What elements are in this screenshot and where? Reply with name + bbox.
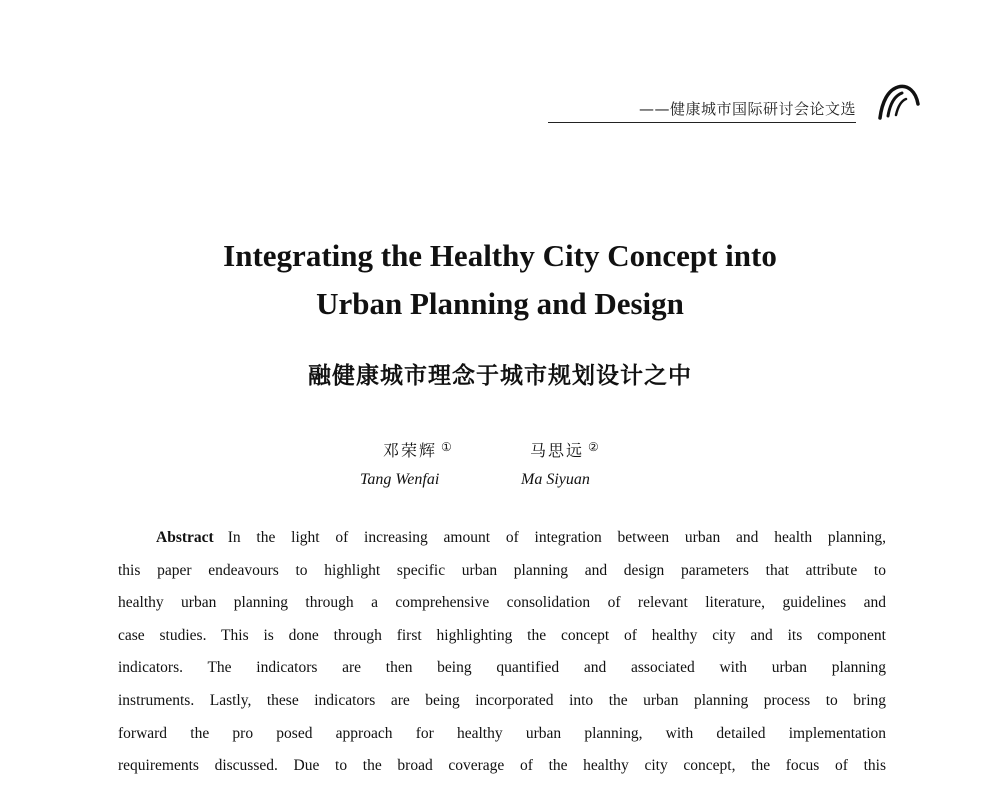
author-2-footnote-mark: ②	[588, 440, 601, 454]
abstract-line: indicators. The indicators are then being quantified and associated with urban planning	[118, 659, 886, 677]
abstract-line: case studies. This is done through first highlighting the concept of healthy city and its component	[118, 626, 886, 644]
paper-title	[0, 232, 1000, 328]
abstract-line: forward the pro posed approach for healthy urban planning, with detailed implementation	[118, 724, 886, 742]
abstract-label: Abstract	[156, 529, 214, 546]
abstract	[118, 522, 886, 783]
abstract-line	[118, 522, 886, 555]
title-line-1: Integrating the Healthy City Concept into	[223, 238, 777, 273]
stylized-arch-logo-icon	[874, 84, 922, 120]
abstract-line: healthy urban planning through a comprehensive consolidation of relevant literature, guidelines and	[118, 594, 886, 612]
abstract-line: requirements discussed. Due to the broad coverage of the healthy city concept, the focus of this	[118, 757, 886, 775]
abstract-line: this paper endeavours to highlight specific urban planning and design parameters that attribute to	[118, 561, 886, 579]
author-2-name-cn: 马思远	[530, 441, 585, 460]
author-1-name-en: Tang Wenfai	[360, 471, 440, 488]
title-line-2: Urban Planning and Design	[316, 286, 684, 321]
author-1-footnote-mark: ①	[441, 440, 454, 454]
series-title: ——健康城市国际研讨会论文选	[638, 100, 856, 118]
author-2-cn	[530, 438, 601, 461]
abstract-line: instruments. Lastly, these indicators are being incorporated into the urban planning process to bring	[118, 691, 886, 709]
author-2-name-en: Ma Siyuan	[521, 471, 590, 488]
author-1-cn	[383, 438, 454, 461]
chinese-title: 融健康城市理念于城市规划设计之中	[308, 363, 692, 389]
authors-chinese	[0, 438, 1000, 462]
running-header	[548, 98, 856, 123]
author-1-name-cn: 邓荣辉	[383, 441, 438, 460]
abstract-line-text: In the light of increasing amount of integration between urban and health planning,	[227, 529, 886, 546]
